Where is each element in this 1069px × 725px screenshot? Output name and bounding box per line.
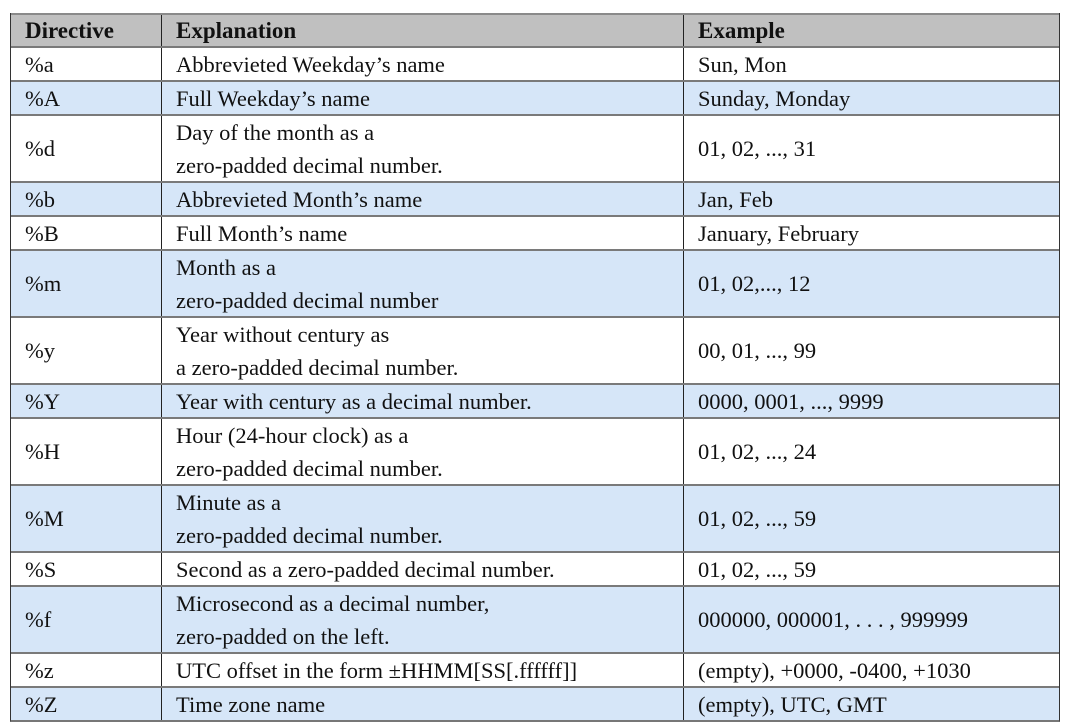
- explanation-cell: [162, 82, 684, 114]
- example-cell: 01, 02, ..., 59: [698, 556, 817, 582]
- directive-cell: %a: [11, 48, 162, 80]
- table-row: [11, 585, 1059, 652]
- example-cell: 01, 02, ..., 24: [698, 439, 817, 464]
- directive-cell: %S: [11, 553, 162, 585]
- explanation-line: Full Month’s name: [176, 220, 348, 246]
- example-cell: 00, 01, ..., 99: [698, 338, 817, 363]
- explanation-cell: [162, 486, 684, 551]
- explanation-cell: [162, 419, 684, 484]
- explanation-line: zero-padded on the left.: [176, 623, 390, 649]
- table-row: [11, 46, 1059, 80]
- table-row: [11, 484, 1059, 551]
- directive-cell: %f: [11, 587, 162, 652]
- explanation-line: zero-padded decimal number.: [176, 455, 443, 481]
- example-cell: January, February: [698, 220, 859, 246]
- explanation-line: Abbrevieted Month’s name: [176, 186, 423, 212]
- table-row: [11, 316, 1059, 383]
- strftime-directives-table: [10, 13, 1060, 722]
- explanation-line: Full Weekday’s name: [176, 85, 370, 111]
- example-cell: Sunday, Monday: [698, 85, 851, 111]
- explanation-line: zero-padded decimal number.: [176, 152, 443, 178]
- directive-cell: %m: [11, 251, 162, 316]
- directive-cell: %H: [11, 419, 162, 484]
- explanation-line: Month as a: [176, 254, 276, 280]
- directive-cell: %d: [11, 116, 162, 181]
- directive-cell: %b: [11, 183, 162, 215]
- table-body: [11, 46, 1059, 720]
- table-row: [11, 417, 1059, 484]
- table-row: [11, 181, 1059, 215]
- explanation-line: Abbrevieted Weekday’s name: [176, 51, 445, 77]
- explanation-cell: [162, 116, 684, 181]
- header-example: Example: [698, 18, 785, 43]
- explanation-cell: [162, 251, 684, 316]
- table-row: [11, 551, 1059, 585]
- explanation-line: Year without century as: [176, 321, 390, 347]
- explanation-line: zero-padded decimal number.: [176, 522, 443, 548]
- explanation-line: Time zone name: [176, 691, 326, 717]
- explanation-line: Hour (24-hour clock) as a: [176, 422, 409, 448]
- explanation-line: a zero-padded decimal number.: [176, 354, 459, 380]
- explanation-line: Minute as a: [176, 489, 281, 515]
- explanation-cell: [162, 217, 684, 249]
- explanation-line: Year with century as a decimal number.: [176, 388, 532, 414]
- table-row: [11, 652, 1059, 686]
- explanation-line: zero-padded decimal number: [176, 287, 439, 313]
- table-row: [11, 114, 1059, 181]
- explanation-cell: [162, 385, 684, 417]
- table-header-row: [11, 13, 1059, 46]
- example-cell: Jan, Feb: [698, 186, 773, 212]
- explanation-cell: [162, 688, 684, 720]
- table-row: [11, 686, 1059, 720]
- explanation-cell: [162, 654, 684, 686]
- table-row: [11, 249, 1059, 316]
- explanation-line: Microsecond as a decimal number,: [176, 590, 490, 616]
- directive-cell: %Z: [11, 688, 162, 720]
- explanation-cell: [162, 318, 684, 383]
- table-row: [11, 80, 1059, 114]
- example-cell: (empty), UTC, GMT: [698, 691, 887, 717]
- explanation-cell: [162, 587, 684, 652]
- table-row: [11, 215, 1059, 249]
- example-cell: 000000, 000001, . . . , 999999: [698, 607, 968, 632]
- example-cell: 0000, 0001, ..., 9999: [698, 388, 884, 414]
- directive-cell: %A: [11, 82, 162, 114]
- header-directive: Directive: [11, 15, 162, 46]
- directive-cell: %B: [11, 217, 162, 249]
- explanation-line: UTC offset in the form ±HHMM[SS[.ffffff]]: [176, 657, 578, 683]
- directive-cell: %Y: [11, 385, 162, 417]
- example-cell: Sun, Mon: [698, 51, 787, 77]
- example-cell: (empty), +0000, -0400, +1030: [698, 657, 971, 683]
- example-cell: 01, 02,..., 12: [698, 271, 811, 296]
- example-cell: 01, 02, ..., 31: [698, 136, 817, 161]
- example-cell: 01, 02, ..., 59: [698, 506, 817, 531]
- table-row: [11, 383, 1059, 417]
- explanation-line: Day of the month as a: [176, 119, 375, 145]
- header-explanation: Explanation: [162, 15, 684, 46]
- directive-cell: %M: [11, 486, 162, 551]
- directive-cell: %z: [11, 654, 162, 686]
- directive-cell: %y: [11, 318, 162, 383]
- explanation-line: Second as a zero-padded decimal number.: [176, 556, 555, 582]
- explanation-cell: [162, 183, 684, 215]
- explanation-cell: [162, 553, 684, 585]
- explanation-cell: [162, 48, 684, 80]
